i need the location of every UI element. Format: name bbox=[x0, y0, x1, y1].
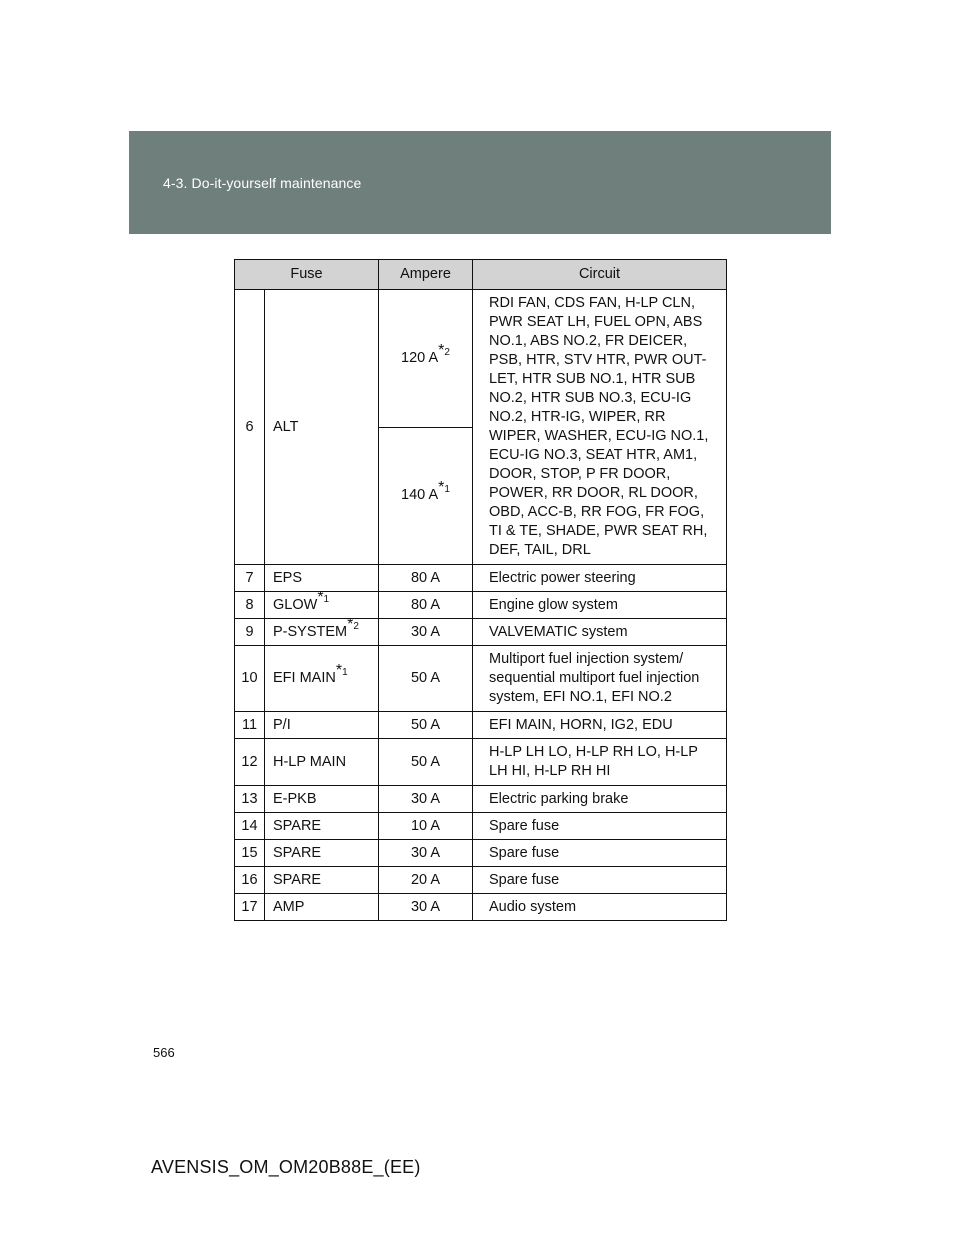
fuse-circuit: Audio system bbox=[473, 894, 727, 921]
table-row bbox=[235, 867, 727, 894]
fuse-ampere: 30 A bbox=[379, 894, 473, 921]
fuse-circuit: Multiport fuel injection system/ sequential multiport fuel injection system, EFI NO.1, EFI NO.2 bbox=[473, 646, 727, 712]
fuse-name: GLOW$^{*1}$ bbox=[265, 592, 379, 619]
table-row bbox=[235, 840, 727, 867]
fuse-name: EFI MAIN$^{*1}$ bbox=[265, 646, 379, 712]
table-row bbox=[235, 619, 727, 646]
fuse-number: 7 bbox=[235, 565, 265, 592]
fuse-circuit: H-LP LH LO, H-LP RH LO, H-LP LH HI, H-LP RH HI bbox=[473, 739, 727, 786]
fuse-circuit: EFI MAIN, HORN, IG2, EDU bbox=[473, 712, 727, 739]
table-row-alt bbox=[235, 290, 727, 428]
fuse-number: 17 bbox=[235, 894, 265, 921]
table-row bbox=[235, 646, 727, 712]
document-code: AVENSIS_OM_OM20B88E_(EE) bbox=[151, 1157, 421, 1177]
fuse-number: 10 bbox=[235, 646, 265, 712]
table-row bbox=[235, 786, 727, 813]
table-row bbox=[235, 565, 727, 592]
fuse-number: 13 bbox=[235, 786, 265, 813]
fuse-circuit: Engine glow system bbox=[473, 592, 727, 619]
table-header-row bbox=[235, 260, 727, 290]
fuse-name: AMP bbox=[265, 894, 379, 921]
table-row bbox=[235, 813, 727, 840]
fuse-name: E-PKB bbox=[265, 786, 379, 813]
fuse-table bbox=[234, 259, 727, 921]
fuse-ampere: 30 A bbox=[379, 619, 473, 646]
table-row bbox=[235, 739, 727, 786]
fuse-number: 6 bbox=[235, 290, 265, 565]
fuse-name: P-SYSTEM$^{*2}$ bbox=[265, 619, 379, 646]
fuse-name: H-LP MAIN bbox=[265, 739, 379, 786]
fuse-ampere: 50 A bbox=[379, 646, 473, 712]
section-header-band bbox=[129, 131, 831, 234]
table-row bbox=[235, 712, 727, 739]
header-circuit: Circuit bbox=[473, 260, 727, 290]
fuse-name: P/I bbox=[265, 712, 379, 739]
fuse-ampere: 140 $A^{*1}$ bbox=[379, 427, 473, 565]
page-number: 566 bbox=[153, 1045, 175, 1060]
fuse-ampere: 50 A bbox=[379, 712, 473, 739]
fuse-number: 14 bbox=[235, 813, 265, 840]
fuse-number: 12 bbox=[235, 739, 265, 786]
fuse-ampere: 80 A bbox=[379, 592, 473, 619]
fuse-ampere: 120 $A^{*2}$ bbox=[379, 290, 473, 428]
fuse-name: SPARE bbox=[265, 867, 379, 894]
table-row bbox=[235, 592, 727, 619]
section-title: 4-3. Do-it-yourself maintenance bbox=[163, 175, 362, 191]
fuse-ampere: 50 A bbox=[379, 739, 473, 786]
fuse-ampere: 80 A bbox=[379, 565, 473, 592]
fuse-name: SPARE bbox=[265, 840, 379, 867]
fuse-number: 16 bbox=[235, 867, 265, 894]
fuse-number: 11 bbox=[235, 712, 265, 739]
header-fuse: Fuse bbox=[235, 260, 379, 290]
header-ampere: Ampere bbox=[379, 260, 473, 290]
fuse-circuit: Electric parking brake bbox=[473, 786, 727, 813]
fuse-number: 9 bbox=[235, 619, 265, 646]
fuse-name: EPS bbox=[265, 565, 379, 592]
table-row bbox=[235, 894, 727, 921]
fuse-name: SPARE bbox=[265, 813, 379, 840]
fuse-circuit: Spare fuse bbox=[473, 813, 727, 840]
fuse-ampere: 30 A bbox=[379, 840, 473, 867]
fuse-ampere: 20 A bbox=[379, 867, 473, 894]
fuse-name: ALT bbox=[265, 290, 379, 565]
fuse-circuit: RDI FAN, CDS FAN, H-LP CLN, PWR SEAT LH, FUEL OPN, ABS NO.1, ABS NO.2, FR DEICER, PSB, HTR, STV HTR, PWR OUT-LET, HTR SUB NO.1, HTR SUB NO.2, HTR SUB NO.3, ECU-IG NO.2, HTR-IG, WIPER, RR WIPER, WASHER, ECU-IG NO.1, ECU-IG NO.3, SEAT HTR, AM1, DOOR, STOP, P FR DOOR, POWER, RR DOOR, RL DOOR, OBD, ACC-B, RR FOG, FR FOG, TI & TE, SHADE, PWR SEAT RH, DEF, TAIL, DRL bbox=[473, 290, 727, 565]
fuse-ampere: 30 A bbox=[379, 786, 473, 813]
fuse-number: 8 bbox=[235, 592, 265, 619]
fuse-ampere: 10 A bbox=[379, 813, 473, 840]
fuse-circuit: Electric power steering bbox=[473, 565, 727, 592]
fuse-circuit: Spare fuse bbox=[473, 867, 727, 894]
fuse-circuit: VALVEMATIC system bbox=[473, 619, 727, 646]
fuse-number: 15 bbox=[235, 840, 265, 867]
fuse-circuit: Spare fuse bbox=[473, 840, 727, 867]
